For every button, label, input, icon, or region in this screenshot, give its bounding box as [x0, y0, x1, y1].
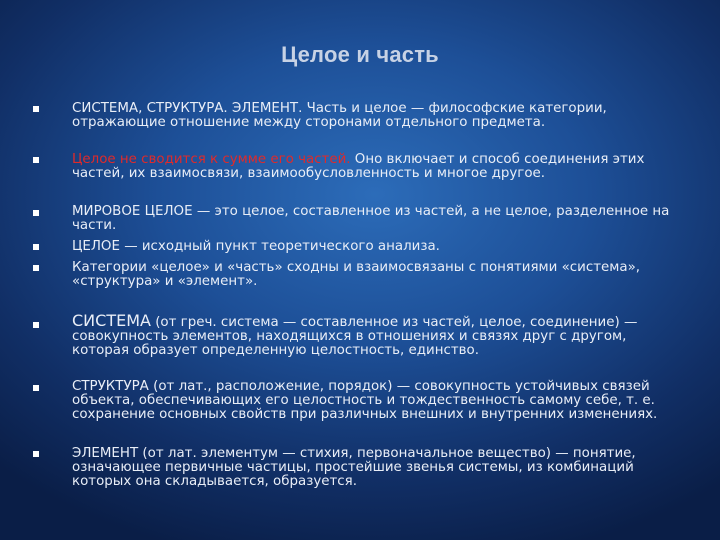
item-text: — исходный пункт теоретического анализа. — [119, 239, 440, 254]
list-item — [72, 311, 677, 359]
list-item — [72, 102, 677, 130]
bullet-square-icon — [33, 106, 39, 112]
bullet-square-icon — [33, 157, 39, 163]
item-lead: ЭЛЕМЕНТ — [72, 446, 139, 461]
item-lead: СИСТЕМА — [72, 311, 151, 330]
item-lead: СТРУКТУРА — [72, 379, 149, 394]
item-text: (от греч. система — составленное из частей, целое, соединение) — совокупность элементов, находящихся в отношениях и связях друг с другом, которая образует определенную целостность, единство. — [72, 315, 638, 359]
item-text: Часть и целое — философские категории, отражающие отношение между сторонами отдельного предмета. — [72, 101, 607, 131]
bullet-square-icon — [33, 265, 39, 271]
item-text: (от лат. элементум — стихия, первоначальное вещество) — понятие, означающее первичные частицы, простейшие звенья системы, из комбинаций которых она складывается, образуется. — [72, 446, 636, 490]
item-lead: ЦЕЛОЕ — [72, 239, 120, 254]
list-item — [72, 261, 677, 289]
bullet-square-icon — [33, 244, 39, 250]
bullet-square-icon — [33, 451, 39, 457]
list-item — [72, 205, 677, 233]
slide-title: Целое и часть — [281, 42, 439, 67]
item-lead-highlight: Целое не сводится к сумме его частей. — [72, 152, 351, 167]
item-text: (от лат., расположение, порядок) — совокупность устойчивых связей объекта, обеспечивающих его целостность и тождественность самому себе, т. е. сохранение основных свойств при различных внешних и внутренних изменениях. — [72, 379, 658, 423]
item-lead: МИРОВОЕ ЦЕЛОЕ — [72, 204, 193, 219]
list-item — [72, 153, 677, 181]
list-item — [72, 447, 677, 490]
list-item — [72, 240, 677, 254]
bullet-square-icon — [33, 385, 39, 391]
bullet-square-icon — [33, 210, 39, 216]
item-lead: СИСТЕМА, СТРУКТУРА. ЭЛЕМЕНТ. — [72, 101, 303, 116]
item-text: Оно включает и способ соединения этих частей, их взаимосвязи, взаимообусловленность и многое другое. — [72, 152, 645, 182]
item-text: — это целое, составленное из частей, а не целое, разделенное на части. — [72, 204, 670, 234]
item-text: Категории «целое» и «часть» сходны и взаимосвязаны с понятиями «система», «структура» и «элемент». — [72, 260, 641, 290]
bullet-square-icon — [33, 322, 39, 328]
list-item — [72, 380, 677, 423]
